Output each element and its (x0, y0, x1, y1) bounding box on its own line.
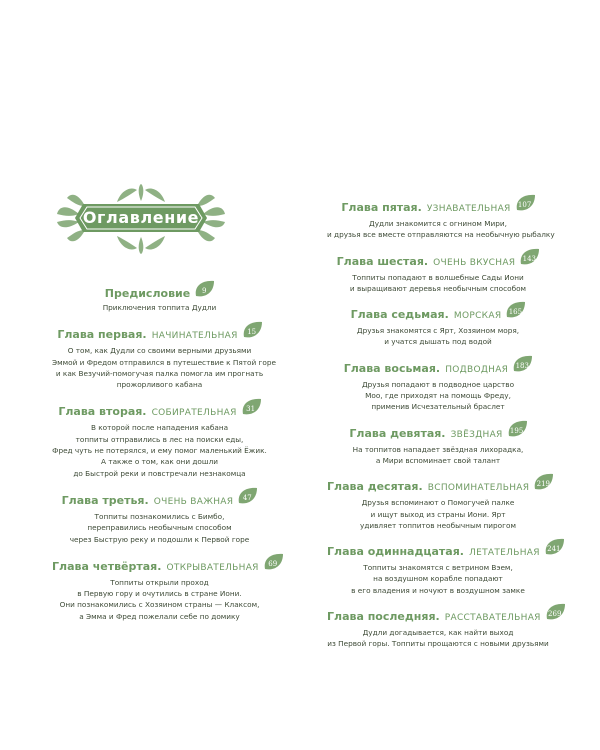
chapter-description: О том, как Дудли со своими верными друзьями Эммой и Фредом отправился в путешествие к Пятой горе и как Везучий-помогучая палка помогла им прогнать прожорливого кабана (52, 346, 276, 390)
chapter-subtitle: ОТКРЫВАТЕЛЬНАЯ (166, 562, 259, 573)
chapter-subtitle: УЗНАВАТЕЛЬНАЯ (426, 204, 511, 214)
toc-entry-chapter-last[interactable] (327, 605, 562, 650)
page-badge (241, 398, 261, 416)
page-number: 107 (517, 201, 532, 209)
chapter-title: Глава пятая. (341, 201, 422, 214)
chapter-subtitle: ПОДВОДНАЯ (445, 364, 509, 375)
chapter-title: Глава вторая. (58, 405, 147, 419)
page-number: 143 (522, 254, 537, 263)
page-badge (505, 301, 525, 319)
page-number: 15 (247, 328, 257, 337)
page-number: 31 (246, 405, 256, 414)
chapter-title: Глава седьмая. (350, 308, 449, 322)
chapter-description: Топпиты попадают в волшебные Сады Иони и выращивают деревья необычным способом (349, 272, 527, 293)
toc-entry-chapter-1[interactable] (52, 323, 276, 390)
chapter-title: Глава шестая. (336, 254, 429, 268)
chapter-subtitle: ОЧЕНЬ ВАЖНАЯ (153, 496, 234, 507)
chapter-description: Друзья попадают в подводное царство Моо, где приходят на помощь Фреду, применив Исчезательный браслет (361, 379, 515, 412)
chapter-subtitle: СОБИРАТЕЛЬНАЯ (151, 408, 237, 419)
chapter-subtitle: ВСПОМИНАТЕЛЬНАЯ (427, 483, 530, 494)
chapter-subtitle: МОРСКАЯ (453, 311, 502, 322)
toc-entry-chapter-9[interactable] (327, 422, 549, 467)
chapter-subtitle: ОЧЕНЬ ВКУСНАЯ (433, 257, 516, 268)
chapter-description: В которой после нападения кабана топпиты отправились в лес на поиски еды, Фред чуть не потерялся, и ему помог маленький Ёжик. А также о том, как они дошли до Быстрой реки и повстречали незнакомца (52, 423, 267, 478)
toc-entry-chapter-10[interactable] (327, 475, 549, 531)
chapter-title: Глава девятая. (349, 426, 446, 440)
chapter-description: Приключения топпита Дудли (102, 303, 217, 312)
toc-entry-chapter-5[interactable] (327, 196, 555, 241)
chapter-title: Глава четвёртая. (52, 559, 162, 573)
page-badge (242, 321, 262, 339)
toc-entry-preface[interactable] (52, 282, 267, 313)
toc-entry-chapter-7[interactable] (327, 303, 549, 348)
page-badge (194, 280, 214, 298)
toc-entry-chapter-3[interactable] (52, 489, 267, 545)
toc-entry-chapter-4[interactable] (52, 555, 278, 622)
page-number: 165 (508, 308, 523, 317)
page-number: 47 (242, 493, 252, 502)
chapter-title: Глава первая. (57, 328, 147, 342)
page-badge (519, 248, 539, 266)
chapter-description: Топпиты открыли проход в Первую гору и очутились в стране Иони. Они познакомились с Хозяином страны — Клаксом, а Эмма и Фред пожелали себе по домику (59, 577, 260, 621)
toc-entry-chapter-6[interactable] (327, 250, 549, 295)
chapter-description: Друзья знакомятся с Ярт, Хозяином моря, и учатся дышать под водой (356, 326, 520, 347)
toc-right-column (327, 196, 562, 659)
page-badge (515, 194, 535, 212)
toc-entry-chapter-11[interactable] (327, 540, 561, 596)
chapter-description: На топпитов нападает звёздная лихорадка, а Мири вспоминает свой талант (352, 444, 524, 465)
title-banner (57, 184, 225, 254)
toc-entry-chapter-2[interactable] (52, 400, 267, 478)
toc-left-column (52, 184, 278, 632)
chapter-title: Предисловие (104, 287, 191, 300)
page-badge (237, 487, 257, 505)
page-title: Оглавление (82, 208, 200, 227)
chapter-title: Глава третья. (61, 493, 149, 507)
page-badge (512, 355, 532, 373)
page-badge (545, 603, 565, 621)
chapter-subtitle: ЗВЁЗДНАЯ (450, 429, 503, 440)
page-number: 241 (547, 545, 561, 554)
page-badge (507, 420, 527, 438)
chapter-title: Глава десятая. (327, 480, 423, 494)
toc-entry-chapter-8[interactable] (327, 357, 549, 413)
chapter-subtitle: НАЧИНАТЕЛЬНАЯ (151, 331, 238, 342)
page-number: 183 (515, 361, 529, 370)
chapter-title: Глава одиннадцатая. (327, 545, 464, 559)
chapter-description: Дудли знакомится с огнином Мири, и друзья все вместе отправляются на необычную рыбалку (327, 219, 555, 240)
page-number: 195 (509, 426, 524, 435)
chapter-subtitle: ЛЕТАТЕЛЬНАЯ (469, 548, 540, 559)
chapter-title: Глава восьмая. (343, 361, 441, 375)
page-badge (544, 538, 564, 556)
page-number: 269 (548, 610, 562, 619)
chapter-description: Дудли догадывается, как найти выход из Первой горы. Топпиты прощаются с новыми друзьями (327, 628, 549, 649)
page-number: 69 (268, 559, 278, 568)
page-number: 219 (536, 480, 550, 489)
page-number: 9 (201, 287, 207, 295)
chapter-subtitle: РАССТАВАТЕЛЬНАЯ (444, 613, 541, 624)
chapter-description: Топпиты знакомятся с ветрином Вэем, на воздушном корабле попадают в его владения и ночуют в воздушном замке (351, 563, 525, 595)
chapter-description: Топпиты познакомились с Бимбо, переправились необычным способом через Быструю реку и подошли к Первой горе (69, 511, 250, 544)
page-badge (263, 553, 283, 571)
page-badge (533, 473, 553, 491)
chapter-title: Глава последняя. (327, 610, 440, 624)
chapter-description: Друзья вспоминают о Помогучей палке и ищут выход из страны Иони. Ярт удивляет топпитов необычным пирогом (360, 498, 516, 530)
